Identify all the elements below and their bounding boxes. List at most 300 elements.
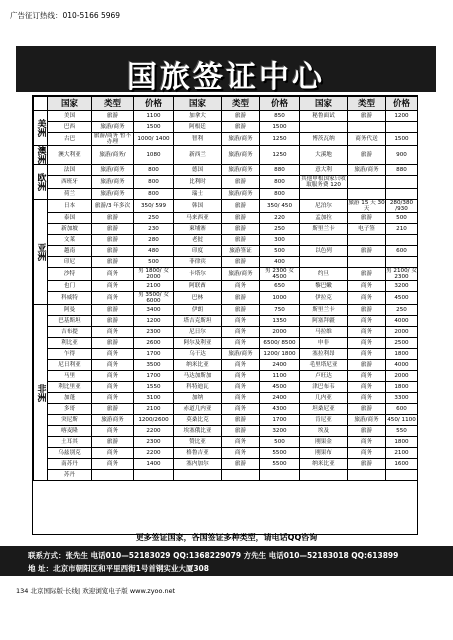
table-cell: 老挝 <box>174 235 222 246</box>
table-row <box>34 176 418 189</box>
table-cell: 旅游 <box>92 404 134 415</box>
table-cell: 1800 <box>386 349 418 360</box>
table-cell: 秘鲁面试 <box>300 111 348 122</box>
table-cell: 旅游 <box>222 257 260 268</box>
table-cell <box>386 470 418 481</box>
table-cell: 旅游 <box>348 146 386 165</box>
table-cell: 600 <box>386 246 418 257</box>
table-cell: 旅游 15 天 30 天 <box>348 200 385 212</box>
table-cell: 2500 <box>386 338 418 349</box>
table-cell: 男 2100/ 女 2300 <box>386 268 417 280</box>
promo-text: 更多签证国家，各国签证多种类型，请电话QQ咨询 <box>135 533 318 542</box>
table-cell: 旅游/商务 <box>222 133 260 146</box>
table-cell: 电子签 <box>348 224 386 235</box>
table-cell: 纳米比亚 <box>174 360 222 371</box>
table-cell: 商务 <box>92 371 134 382</box>
table-cell: 旅游 <box>92 338 134 349</box>
table-cell: 赞比亚 <box>174 437 222 448</box>
table-cell: 土耳其 <box>48 437 92 448</box>
table-cell: 旅游/商务 <box>92 122 134 133</box>
table-cell: 旅游/3 年多次 <box>92 200 134 213</box>
table-cell: 马拉维 <box>300 327 348 338</box>
table-cell: 350/ 599 <box>134 200 174 213</box>
table-cell: 斯里兰卡 <box>300 224 348 235</box>
table-cell: 新加坡 <box>48 224 92 235</box>
table-row <box>34 257 418 268</box>
table-cell: 1400 <box>134 459 174 470</box>
table-cell: 旅游/商务 <box>348 415 386 426</box>
table-cell: 也门 <box>48 281 92 292</box>
table-cell: 3400 <box>134 305 174 316</box>
table-cell: 泰国 <box>48 213 92 224</box>
table-cell: 印度 <box>174 246 222 257</box>
table-cell: 商务 <box>222 437 260 448</box>
table-cell: 津巴布韦 <box>300 382 348 393</box>
table-cell: 瑞士 <box>174 189 222 200</box>
table-cell <box>174 470 222 481</box>
table-cell: 1700 <box>260 415 300 426</box>
table-cell: 喀麦隆 <box>48 426 92 437</box>
table-cell <box>300 235 348 246</box>
table-cell: 商务 <box>92 459 134 470</box>
table-cell: 旅游 <box>92 246 134 257</box>
table-cell: 巴基斯坦 <box>48 316 92 327</box>
table-cell: 800 <box>260 189 300 200</box>
table-cell: 商务 <box>92 360 134 371</box>
table-cell: 越南 <box>48 246 92 257</box>
table-row <box>34 305 418 316</box>
table-cell: 柬埔寨 <box>174 224 222 235</box>
table-cell: 旅游/商务 <box>92 165 134 176</box>
table-cell: 6500/ 8500 <box>260 338 300 349</box>
table-cell: 南苏丹 <box>48 459 92 470</box>
table-cell <box>300 470 348 481</box>
table-cell: 3300 <box>386 393 418 404</box>
column-header: 国家 <box>300 97 348 111</box>
table-cell: 450/ 1100 <box>386 415 418 426</box>
table-cell: 1100 <box>260 371 300 382</box>
table-cell: 阿塞拜疆 <box>300 316 348 327</box>
table-cell: 科特迪瓦 <box>174 382 222 393</box>
table-cell: 商务 <box>348 281 386 292</box>
table-row <box>34 371 418 382</box>
table-cell: 孟加拉 <box>300 213 348 224</box>
table-row <box>34 459 418 470</box>
table-cell <box>386 235 418 246</box>
table-cell: 商务 <box>222 382 260 393</box>
table-cell: 250 <box>386 305 418 316</box>
table-cell: 刚果布 <box>300 448 348 459</box>
table-cell: 旅游 <box>222 235 260 246</box>
table-cell: 2300 <box>134 327 174 338</box>
table-cell <box>348 257 386 268</box>
table-row <box>34 268 418 281</box>
table-cell: 黎巴嫩 <box>300 281 348 292</box>
table-cell: 西班牙 <box>48 176 92 189</box>
corner-cell <box>34 97 48 111</box>
table-cell: 旅游/商务 <box>222 146 260 165</box>
table-cell: 乌兹别克 <box>48 448 92 459</box>
table-cell <box>348 470 386 481</box>
table-cell <box>348 189 386 200</box>
table-row <box>34 146 418 165</box>
table-cell: 阿曼 <box>48 305 92 316</box>
table-cell: 1700 <box>134 371 174 382</box>
table-row <box>34 133 418 146</box>
table-row <box>34 316 418 327</box>
table-cell: 旅游 <box>348 404 386 415</box>
table-cell: 650 <box>260 281 300 292</box>
table-cell: 1500 <box>386 133 418 146</box>
table-cell: 塞内加尔 <box>174 459 222 470</box>
table-cell: 旅游/商务/ <box>92 146 134 165</box>
table-row <box>34 404 418 415</box>
table-cell: 伊拉克 <box>300 292 348 305</box>
table-row <box>34 382 418 393</box>
table-cell <box>300 122 348 133</box>
table-cell: 1550 <box>134 382 174 393</box>
column-header: 国家 <box>174 97 222 111</box>
table-cell: 几内亚 <box>300 393 348 404</box>
table-cell: 大溪地 <box>300 146 348 165</box>
table-cell <box>92 470 134 481</box>
table-cell: 商务 <box>222 360 260 371</box>
table-cell: 澳大利亚 <box>48 146 92 165</box>
table-cell: 220 <box>260 213 300 224</box>
table-cell: 古巴 <box>48 133 92 146</box>
table-cell: 1800 <box>386 437 418 448</box>
table-cell: 旅游 <box>92 224 134 235</box>
table-cell: 1200 <box>386 111 418 122</box>
column-header: 价格 <box>386 97 418 111</box>
table-cell: 2400 <box>260 360 300 371</box>
table-row <box>34 213 418 224</box>
table-cell: 旅游 <box>92 316 134 327</box>
table-cell: 商务 <box>222 448 260 459</box>
table-cell: 加蓬 <box>48 393 92 404</box>
table-cell: 苏丹 <box>48 470 92 481</box>
column-header: 类型 <box>222 97 260 111</box>
table-cell: 5500 <box>260 459 300 470</box>
table-row <box>34 281 418 292</box>
table-cell: 卡塔尔 <box>174 268 222 281</box>
table-cell: 科威特 <box>48 292 92 305</box>
continent-label: 澳洲 <box>35 146 46 164</box>
table-cell: 商务 <box>222 338 260 349</box>
table-cell: 商务 <box>348 316 386 327</box>
table-cell: 格鲁吉亚 <box>174 448 222 459</box>
table-cell <box>300 189 348 200</box>
table-cell: 商务 <box>92 382 134 393</box>
table-cell: 男 1800/ 女 2000 <box>134 268 174 281</box>
table-cell: 商务 <box>92 393 134 404</box>
table-cell <box>348 176 386 189</box>
table-cell: 阿尔及利亚 <box>174 338 222 349</box>
table-cell: 博茨瓦纳 <box>300 133 348 146</box>
table-row <box>34 111 418 122</box>
hotline: 广告征订热线：010-5166 5969 <box>10 11 121 20</box>
table-cell: 230 <box>134 224 174 235</box>
table-cell: 250 <box>134 213 174 224</box>
page-title: 国旅签证中心 <box>127 60 325 95</box>
table-cell: 刚果金 <box>300 437 348 448</box>
table-cell: 旅游 <box>222 305 260 316</box>
table-cell <box>386 176 418 189</box>
table-cell: 800 <box>260 176 300 189</box>
table-cell: 旅游 <box>222 224 260 235</box>
continent-label: 亚洲 <box>34 200 48 305</box>
table-cell: 2000 <box>260 327 300 338</box>
table-cell: 旅游 <box>222 213 260 224</box>
table-cell <box>134 470 174 481</box>
title-banner <box>16 46 436 95</box>
table-cell: 300 <box>260 235 300 246</box>
table-cell: 韩国 <box>174 200 222 213</box>
table-cell: 1600 <box>386 459 418 470</box>
table-cell: 阿联酋 <box>174 281 222 292</box>
table-cell <box>348 235 386 246</box>
table-cell: 意大利 <box>300 165 348 176</box>
table-cell: 旅游 <box>222 426 260 437</box>
table-cell <box>386 122 418 133</box>
table-cell: 旅游 <box>92 305 134 316</box>
continent-label: 欧洲 <box>34 165 48 200</box>
table-cell: 商务 <box>222 316 260 327</box>
table-cell: 旅游 <box>348 360 386 371</box>
table-cell: 旅游 <box>92 437 134 448</box>
table-row <box>34 437 418 448</box>
column-header: 价格 <box>260 97 300 111</box>
table-cell: 荷兰 <box>48 189 92 200</box>
table-cell: 斯里兰卡 <box>300 305 348 316</box>
table-cell: 商务 <box>348 292 386 305</box>
table-row <box>34 189 418 200</box>
table-cell: 880 <box>260 165 300 176</box>
table-cell: 1250 <box>260 146 300 165</box>
table-cell: 智利 <box>174 133 222 146</box>
table-cell: 800 <box>134 176 174 189</box>
table-cell: 商务 <box>222 393 260 404</box>
table-cell: 菲律宾 <box>174 257 222 268</box>
table-cell: 旅游 <box>348 246 386 257</box>
table-cell: 旅游 <box>222 415 260 426</box>
table-cell: 男 2300 女 4500 <box>260 268 300 281</box>
table-cell: 旅游/商务 <box>92 176 134 189</box>
table-cell: 1700 <box>134 349 174 360</box>
table-cell: 商务 <box>92 327 134 338</box>
table-cell: 马达加斯加 <box>174 371 222 382</box>
table-cell: 500 <box>134 257 174 268</box>
table-cell: 1500 <box>134 122 174 133</box>
table-cell: 加纳 <box>174 393 222 404</box>
table-cell: 商务 <box>222 281 260 292</box>
table-cell: 550 <box>386 426 418 437</box>
table-cell: 商务 <box>348 338 386 349</box>
table-cell: 利比里亚 <box>48 382 92 393</box>
table-cell <box>260 470 300 481</box>
table-cell: 旅游商务 <box>92 415 134 426</box>
table-cell: 旅游/商务 <box>222 165 260 176</box>
column-header: 价格 <box>134 97 174 111</box>
table-cell: 男 3500/ 女 6000 <box>134 292 174 305</box>
table-cell: 埃及 <box>300 426 348 437</box>
table-cell: 旅游 <box>92 257 134 268</box>
table-row <box>34 426 418 437</box>
table-cell: 旅游 <box>92 213 134 224</box>
table-cell: 尼日利亚 <box>48 360 92 371</box>
contact-address: 地 址：北京市朝阳区和平里西街1号首钢实业大厦308 <box>28 564 209 573</box>
table-cell: 文莱 <box>48 235 92 246</box>
table-row <box>34 338 418 349</box>
table-cell: 商务 <box>222 371 260 382</box>
table-cell: 4000 <box>386 360 418 371</box>
table-cell: 2600 <box>134 338 174 349</box>
table-cell: 商务 <box>348 382 386 393</box>
table-cell: 2300 <box>134 437 174 448</box>
table-cell: 尼泊尔 <box>300 200 348 213</box>
table-cell: 乌干达 <box>174 349 222 360</box>
table-row <box>34 292 418 305</box>
table-cell: 旅游 <box>222 122 260 133</box>
table-row <box>34 122 418 133</box>
table-cell: 美国 <box>48 111 92 122</box>
table-cell: 伊朗 <box>174 305 222 316</box>
table-cell: 塞拉利昂 <box>300 349 348 360</box>
table-cell: 4000 <box>386 316 418 327</box>
column-header: 类型 <box>92 97 134 111</box>
table-cell: 旅游签证 <box>222 246 260 257</box>
table-cell: 3500 <box>134 360 174 371</box>
table-cell: 旅游 <box>348 305 386 316</box>
table-cell: 1000/ 1400 <box>134 133 174 146</box>
table-row <box>34 224 418 235</box>
table-cell: 3200 <box>386 281 418 292</box>
table-cell: 莫桑比克 <box>174 415 222 426</box>
table-cell <box>348 122 386 133</box>
table-cell: 卢旺达 <box>300 371 348 382</box>
table-cell: 坦桑尼亚 <box>300 404 348 415</box>
table-cell: 突尼斯 <box>48 415 92 426</box>
table-cell: 350/ 450 <box>260 200 300 213</box>
table-cell: 1080 <box>134 146 174 165</box>
table-cell: 旅游 <box>92 111 134 122</box>
table-cell: 旅游 <box>222 459 260 470</box>
table-cell: 纳米比亚 <box>300 459 348 470</box>
table-cell: 250 <box>260 224 300 235</box>
table-cell: 商务 <box>92 292 134 305</box>
table-cell: 480 <box>134 246 174 257</box>
table-cell: 旅游 <box>348 213 386 224</box>
table-cell: 赤道几内亚 <box>174 404 222 415</box>
table-cell: 500 <box>260 437 300 448</box>
table-cell: 尼日尔 <box>174 327 222 338</box>
table-cell: 多哥 <box>48 404 92 415</box>
table-cell: 乍得 <box>48 349 92 360</box>
table-cell: 3100 <box>134 393 174 404</box>
table-cell <box>222 470 260 481</box>
table-cell: 法国 <box>48 165 92 176</box>
table-cell: 商务代送 <box>348 133 386 146</box>
table-cell: 巴林 <box>174 292 222 305</box>
table-cell <box>386 257 418 268</box>
continent-label: 非洲 <box>34 305 48 481</box>
visa-table <box>33 96 418 481</box>
table-row <box>34 415 418 426</box>
table-cell: 880 <box>386 165 418 176</box>
table-cell: 沙特 <box>48 268 92 281</box>
table-cell: 新西兰 <box>174 146 222 165</box>
table-row <box>34 448 418 459</box>
table-cell: 旅游 <box>348 426 386 437</box>
table-cell: 商务 <box>348 327 386 338</box>
table-cell: 500 <box>386 213 418 224</box>
table-header-row <box>34 97 418 111</box>
table-cell: 旅游 <box>348 111 386 122</box>
column-header: 类型 <box>348 97 386 111</box>
table-row <box>34 349 418 360</box>
table-cell: 旅游/商务 <box>222 189 260 200</box>
table-cell: 280/380 /930 <box>386 200 418 213</box>
table-row <box>34 246 418 257</box>
table-cell: 商务 <box>92 349 134 360</box>
table-row <box>34 165 418 176</box>
table-cell: 4300 <box>260 404 300 415</box>
table-cell: 约旦 <box>300 268 348 281</box>
table-cell: 吉布提 <box>48 327 92 338</box>
visa-price-table <box>32 95 418 535</box>
table-cell: 商务 <box>92 281 134 292</box>
table-cell <box>386 189 418 200</box>
table-cell: 400 <box>260 257 300 268</box>
column-header: 国家 <box>48 97 92 111</box>
table-cell: 4500 <box>260 382 300 393</box>
table-row <box>34 360 418 371</box>
table-cell: 1200 <box>134 316 174 327</box>
continent-label: 美洲 <box>34 111 48 146</box>
table-cell: 旅游 <box>92 235 134 246</box>
table-cell: 肯尼亚 <box>300 415 348 426</box>
table-row <box>34 327 418 338</box>
table-row <box>34 200 418 213</box>
table-cell: 4500 <box>386 292 418 305</box>
table-cell: 旅游/商务 <box>222 349 260 360</box>
table-cell: 阿根廷 <box>174 122 222 133</box>
table-cell: 巴西 <box>48 122 92 133</box>
table-cell: 2000 <box>386 327 418 338</box>
table-cell: 旅游 <box>222 292 260 305</box>
table-cell: 3200 <box>260 426 300 437</box>
table-cell: 旅游/商务 <box>92 189 134 200</box>
table-cell: 旅游 <box>348 459 386 470</box>
table-cell: 2100 <box>386 448 418 459</box>
table-cell: 埃塞俄比亚 <box>174 426 222 437</box>
table-cell: 2100 <box>134 281 174 292</box>
contact-bar <box>0 546 453 576</box>
table-cell: 商务 <box>92 426 134 437</box>
table-cell: 日本 <box>48 200 92 213</box>
table-cell: 商务 <box>348 437 386 448</box>
table-cell: 800 <box>134 189 174 200</box>
table-cell: 德国 <box>174 165 222 176</box>
table-cell: 商务 <box>222 404 260 415</box>
table-cell: 马来西亚 <box>174 213 222 224</box>
table-cell: 500 <box>260 246 300 257</box>
table-cell: 1500 <box>260 122 300 133</box>
table-cell: 2100 <box>134 404 174 415</box>
table-cell: 商务 <box>348 393 386 404</box>
table-cell: 900 <box>386 146 418 165</box>
table-cell: 旅游 <box>222 111 260 122</box>
